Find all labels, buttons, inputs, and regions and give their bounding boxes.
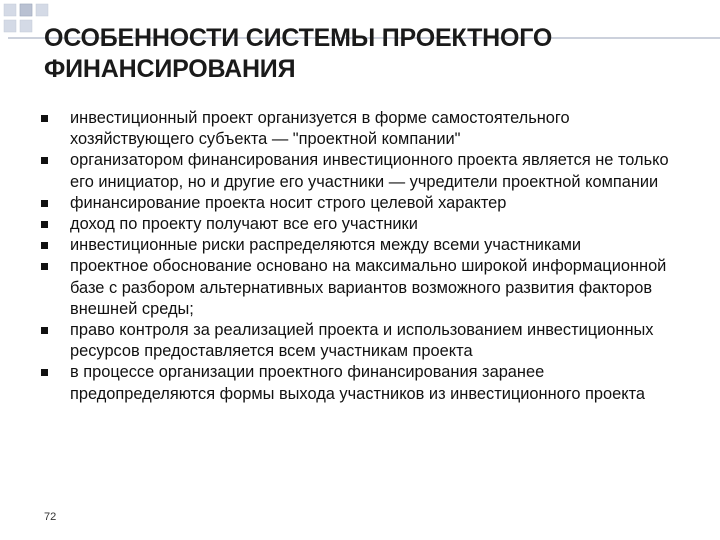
square-bullet-icon bbox=[41, 242, 48, 249]
title-line-2: ФИНАНСИРОВАНИЯ bbox=[44, 55, 296, 83]
decor-square bbox=[4, 4, 16, 16]
decor-square bbox=[4, 20, 16, 32]
list-item bbox=[40, 235, 680, 256]
page-title bbox=[44, 23, 684, 85]
decor-square bbox=[20, 20, 32, 32]
list-item bbox=[40, 108, 680, 150]
decor-square bbox=[36, 4, 48, 16]
list-item bbox=[40, 256, 680, 320]
list-item bbox=[40, 214, 680, 235]
decor-square-dark bbox=[20, 4, 32, 16]
bullet-text: доход по проекту получают все его участники bbox=[70, 215, 418, 234]
page-number: 72 bbox=[44, 511, 57, 523]
list-item bbox=[40, 362, 680, 404]
bullet-text: право контроля за реализацией проекта и использованием инвестиционных ресурсов предоставляется всем участникам проекта bbox=[70, 321, 654, 361]
bullet-text: проектное обоснование основано на максимально широкой информационной базе с разбором альтернативных вариантов возможного развития факторов внешней среды; bbox=[70, 257, 667, 318]
square-bullet-icon bbox=[41, 327, 48, 334]
square-bullet-icon bbox=[41, 157, 48, 164]
bullet-text: инвестиционный проект организуется в форме самостоятельного хозяйствующего субъекта — "проектной компании" bbox=[70, 109, 570, 149]
title-line-1: ОСОБЕННОСТИ СИСТЕМЫ ПРОЕКТНОГО bbox=[44, 24, 553, 52]
list-item bbox=[40, 150, 680, 192]
square-bullet-icon bbox=[41, 221, 48, 228]
square-bullet-icon bbox=[41, 115, 48, 122]
bullet-list bbox=[40, 108, 680, 405]
bullet-text: организатором финансирования инвестиционного проекта является не только его инициатор, но и другие его участники — учредители проектной компании bbox=[70, 151, 669, 191]
bullet-text: инвестиционные риски распределяются между всеми участниками bbox=[70, 236, 582, 255]
square-bullet-icon bbox=[41, 263, 48, 270]
square-bullet-icon bbox=[41, 200, 48, 207]
square-bullet-icon bbox=[41, 369, 48, 376]
list-item bbox=[40, 320, 680, 362]
bullet-text: финансирование проекта носит строго целевой характер bbox=[70, 193, 507, 212]
list-item bbox=[40, 193, 680, 214]
bullet-text: в процессе организации проектного финансирования заранее предопределяются формы выхода участников из инвестиционного проекта bbox=[70, 363, 646, 403]
